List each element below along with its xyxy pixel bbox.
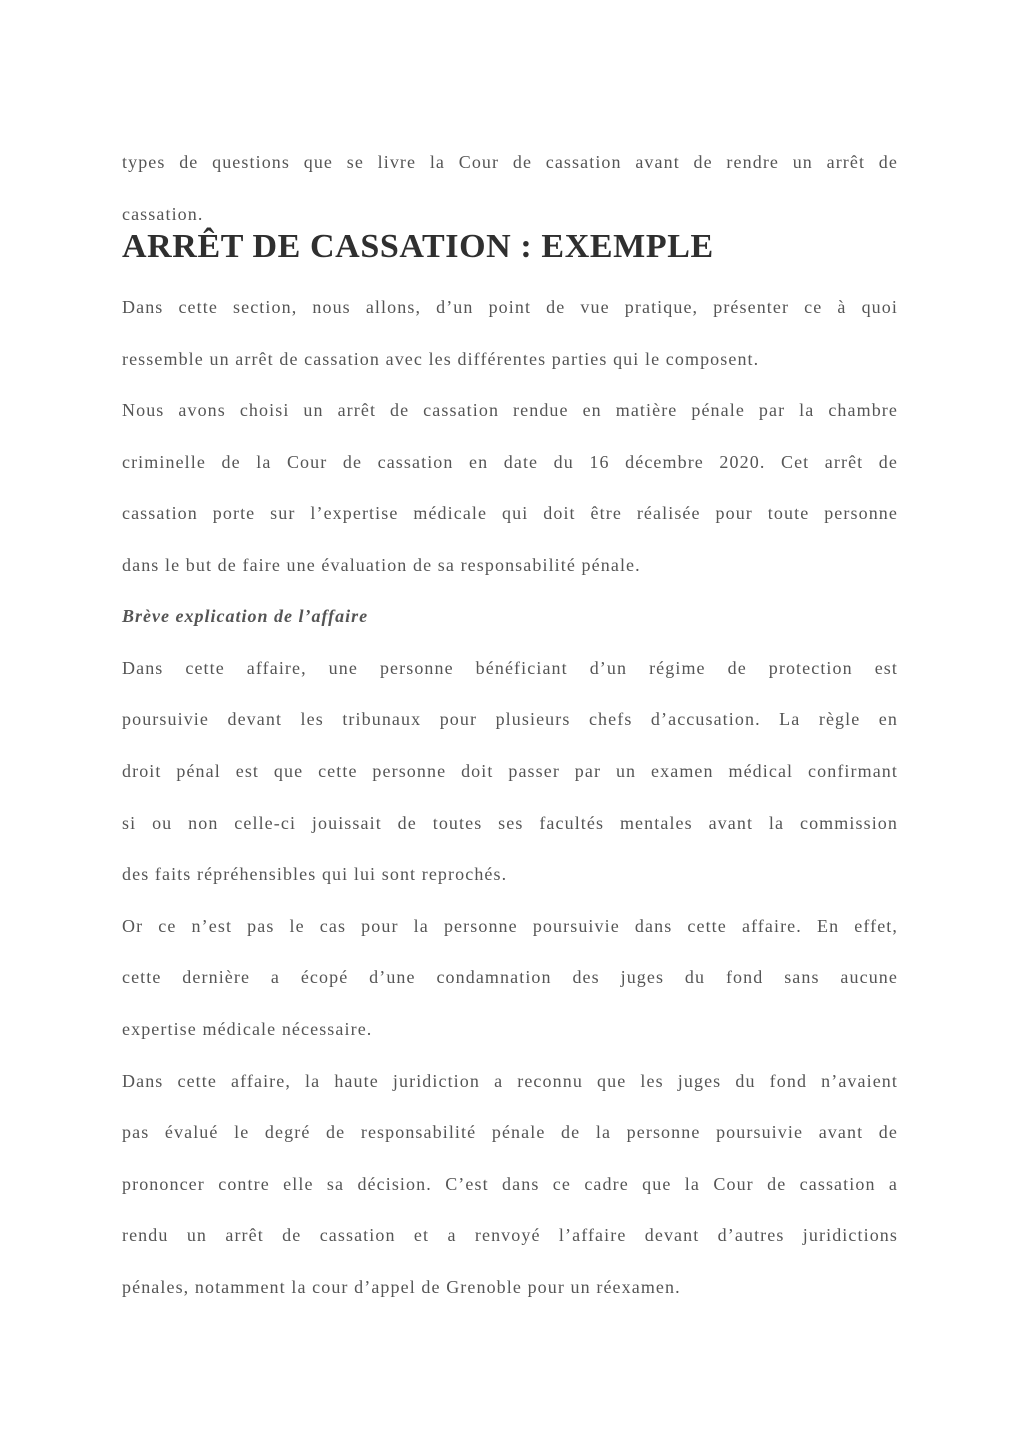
intro-line-1: types de questions que se livre la Cour de cassation avant de rendre un arrêt de xyxy=(122,152,898,172)
paragraph4-line-1: Or ce n’est pas le cas pour la personne poursuivie dans cette affaire. En effet, xyxy=(122,916,898,936)
subheading: Brève explication de l’affaire xyxy=(122,606,369,626)
paragraph5-line-1: Dans cette affaire, la haute juridiction a reconnu que les juges du fond n’avaient xyxy=(122,1071,898,1091)
paragraph4-line-3: expertise médicale nécessaire. xyxy=(122,1019,373,1039)
paragraph3-line-2: poursuivie devant les tribunaux pour plusieurs chefs d’accusation. La règle en xyxy=(122,709,898,729)
paragraph2-line-3: cassation porte sur l’expertise médicale qui doit être réalisée pour toute personne xyxy=(122,503,898,523)
paragraph5-line-3: prononcer contre elle sa décision. C’est dans ce cadre que la Cour de cassation a xyxy=(122,1174,898,1194)
paragraph4-line-2: cette dernière a écopé d’une condamnation des juges du fond sans aucune xyxy=(122,967,898,987)
paragraph3-line-3: droit pénal est que cette personne doit passer par un examen médical confirmant xyxy=(122,761,898,781)
paragraph2-line-2: criminelle de la Cour de cassation en date du 16 décembre 2020. Cet arrêt de xyxy=(122,452,898,472)
paragraph3-line-1: Dans cette affaire, une personne bénéficiant d’un régime de protection est xyxy=(122,658,898,678)
paragraph5-line-4: rendu un arrêt de cassation et a renvoyé l’affaire devant d’autres juridictions xyxy=(122,1225,898,1245)
paragraph3-line-4: si ou non celle-ci jouissait de toutes ses facultés mentales avant la commission xyxy=(122,813,898,833)
paragraph1-line-2: ressemble un arrêt de cassation avec les différentes parties qui le composent. xyxy=(122,349,760,369)
paragraph2-line-1: Nous avons choisi un arrêt de cassation rendue en matière pénale par la chambre xyxy=(122,400,898,420)
section-heading: ARRÊT DE CASSATION : EXEMPLE xyxy=(122,228,714,265)
paragraph2-line-4: dans le but de faire une évaluation de sa responsabilité pénale. xyxy=(122,555,641,575)
intro-line-2: cassation. xyxy=(122,204,204,224)
paragraph5-line-5: pénales, notamment la cour d’appel de Grenoble pour un réexamen. xyxy=(122,1277,681,1297)
paragraph3-line-5: des faits répréhensibles qui lui sont reprochés. xyxy=(122,864,508,884)
paragraph5-line-2: pas évalué le degré de responsabilité pénale de la personne poursuivie avant de xyxy=(122,1122,898,1142)
paragraph1-line-1: Dans cette section, nous allons, d’un point de vue pratique, présenter ce à quoi xyxy=(122,297,898,317)
